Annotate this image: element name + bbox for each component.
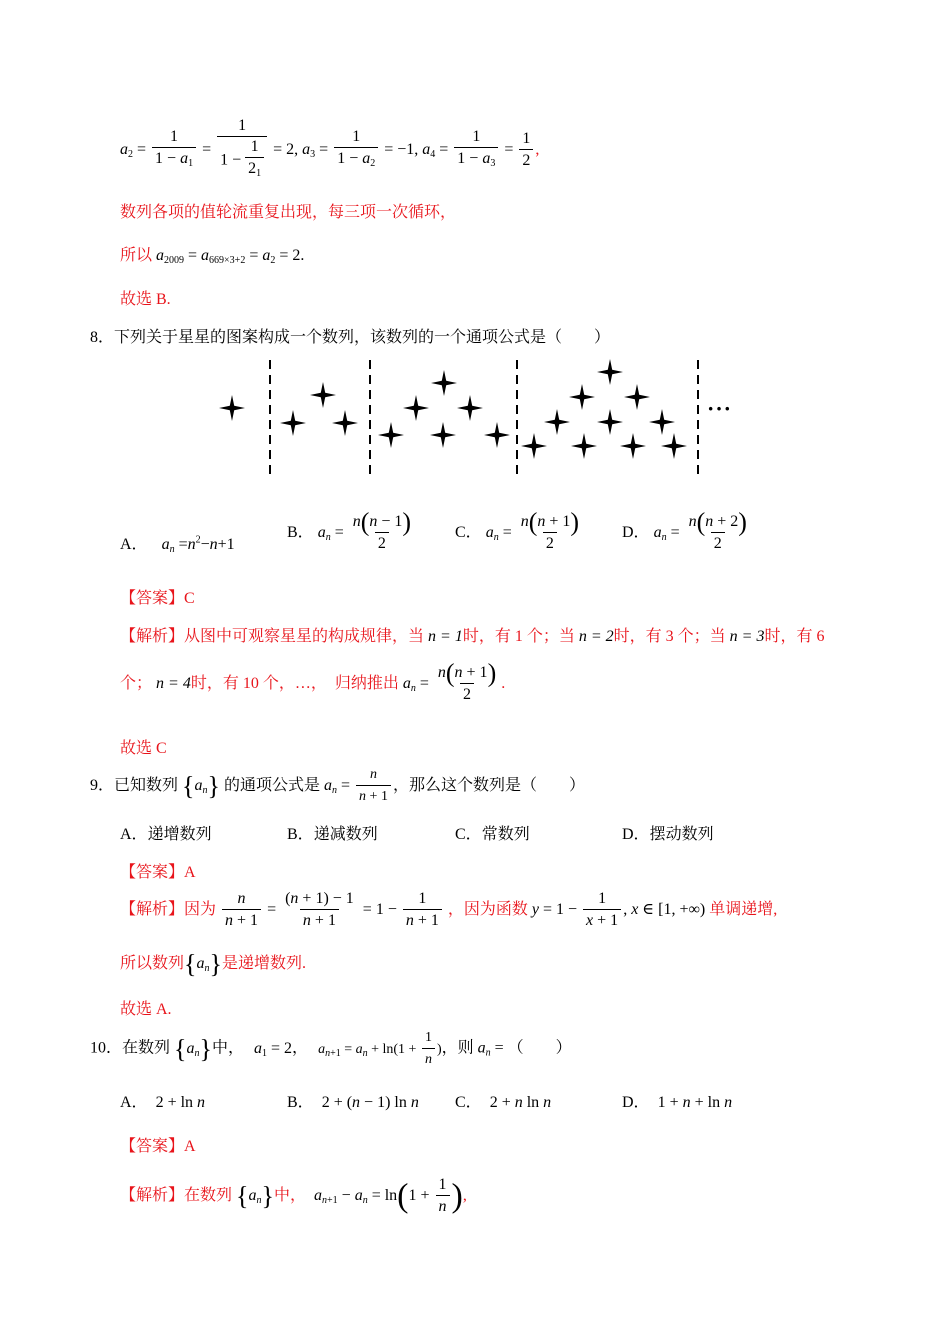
star-icon [378, 422, 404, 448]
figure-ellipsis: ··· [707, 396, 733, 421]
star-icon [430, 422, 456, 448]
q8-stem: 8．下列关于星星的图案构成一个数列，该数列的一个通项公式是（ ） [90, 329, 611, 346]
q9-seq: $\{a_n\}$ [182, 771, 220, 801]
q10-analysis: 【解析】在数列 $\{a_n\}$中， $a_{n+1} - a_n = \ln(1$ + $\frac{1}{n}$ ), [120, 1175, 467, 1218]
star-icon [219, 395, 245, 421]
star-icon [431, 370, 457, 396]
q10-option-b: B． 2 + (n − 1) ln n [287, 1094, 419, 1111]
q8-analysis-line2: 个； n = 4时，有 10 个，…， 归纳推出 $a_n$ = $\frac{n(n + 1)}{2}$ . [120, 663, 505, 706]
q9-so-line: 所以数列$\{a_n\}$是递增数列. [120, 949, 306, 979]
q8-option-d: D． $a_n$ = $\frac{n(n + 2)}{2}$ [622, 512, 752, 555]
q10-option-a: A． 2 + ln n [120, 1094, 206, 1111]
q10-stem: 10．在数列 $\{a_n\}$中， $a_1 = 2$， $a_{n+1} = a_n + \ln(1$ + $\frac{1}{n}$ )，则 $a_n$ = （ ） [90, 1028, 572, 1071]
q10-option-c: C． 2 + n ln n [455, 1094, 552, 1111]
star-icon [620, 433, 646, 459]
stars-group-1 [219, 395, 245, 421]
prev-formula-line: $a_2$ = $\frac{1}{1 - a_1}$ = 1 1 − $\frac{1}{2_1}$ = 2, $a_3$ = $\frac{1}{1 - a_2}$ = −1, $a_4$ = $\frac{1}{1 - a_3}$ = $\frac{1}{2}$ , [120, 116, 539, 185]
q8-option-a-formula: $a_n =n^2-n+1$ [161, 534, 235, 555]
q8-analysis-line1: 【解析】从图中可观察星星的构成规律，当 n = 1时，有 1 个；当 n = 2时，有 3 个；当 n = 3时，有 6 [120, 628, 825, 645]
q8-answer: 【答案】C [120, 590, 195, 607]
star-icon [569, 384, 595, 410]
star-icon [571, 433, 597, 459]
q8-option-a: A． $a_n =n^2-n+1$ [120, 534, 235, 555]
prev-choose: 故选 B. [120, 291, 171, 308]
prev-so-formula: $a_{2009} = a_{669\times 3+2} = a_2 = 2$. [156, 247, 305, 266]
q9-choose: 故选 A. [120, 1001, 172, 1018]
star-icon [649, 409, 675, 435]
star-icon [521, 433, 547, 459]
q8-choose: 故选 C [120, 740, 167, 757]
q9-option-c: C．常数列 [455, 826, 530, 843]
q9-answer: 【答案】A [120, 864, 196, 881]
star-icon [484, 422, 510, 448]
q8-option-b: B． $a_n$ = $\frac{n(n - 1)}{2}$ [287, 512, 416, 555]
q10-option-d: D． 1 + n + ln n [622, 1094, 733, 1111]
stars-group-2 [280, 382, 358, 436]
prev-so-line: 所以 $a_{2009} = a_{669\times 3+2} = a_2 = 2$. [120, 247, 305, 266]
q9-stem: 9．已知数列 $\{a_n\}$ 的通项公式是 $a_n$ = $\frac{n}{n + 1}$ ，那么这个数列是（ ） [90, 765, 585, 808]
prev-cycle-text: 数列各项的值轮流重复出现，每三项一次循环， [120, 204, 457, 221]
star-icon [457, 395, 483, 421]
q9-analysis-line1: 【解析】因为 $\frac{n}{n + 1}$ = $\frac{(n + 1) - 1}{n + 1}$ = 1 − $\frac{1}{n + 1}$ ，因为函数 y = 1 − $\frac{1}{x + 1}$ , x ∈ [1, +∞) 单调递增, [120, 889, 777, 932]
star-icon [332, 410, 358, 436]
star-icon [403, 395, 429, 421]
q9-option-b: B．递减数列 [287, 826, 378, 843]
star-icon [280, 410, 306, 436]
stars-group-4 [521, 359, 687, 459]
q10-answer: 【答案】A [120, 1138, 196, 1155]
q9-option-a: A．递增数列 [120, 826, 212, 843]
star-icon [310, 382, 336, 408]
star-icon [661, 433, 687, 459]
star-icon [597, 409, 623, 435]
star-icon [624, 384, 650, 410]
stars-group-3 [378, 370, 510, 448]
star-icon [544, 409, 570, 435]
figure-separators [270, 360, 698, 480]
star-icon [597, 359, 623, 385]
q8-option-c: C． $a_n$ = $\frac{n(n + 1)}{2}$ [455, 512, 584, 555]
q9-option-d: D．摆动数列 [622, 826, 714, 843]
